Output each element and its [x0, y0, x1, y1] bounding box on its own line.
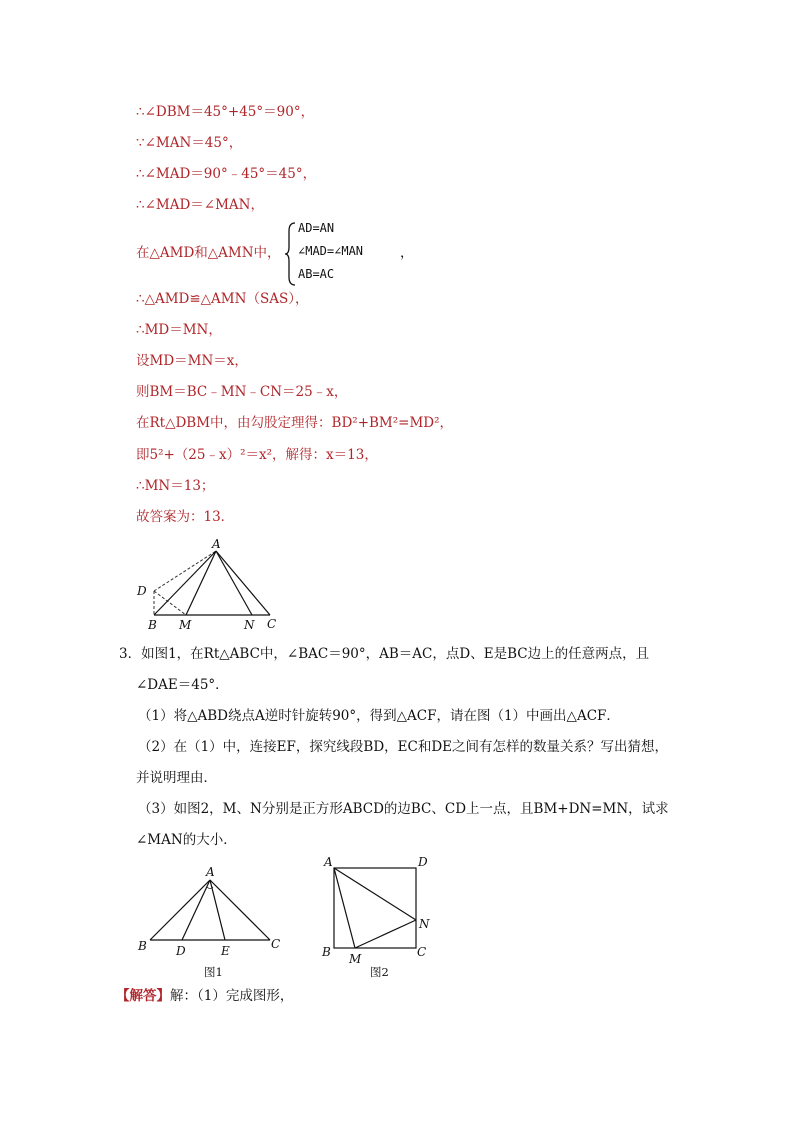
q3-part-1: （1）将△ABD绕点A逆时针旋转90°，得到△ACF，请在图（1）中画出△ACF． — [138, 708, 620, 724]
fig1-label-e: E — [221, 944, 230, 958]
fig-a-label-m: M — [179, 618, 192, 632]
answer-tag: 【解答】 — [116, 988, 170, 1004]
fig2-label-d: D — [418, 855, 428, 869]
fig1-label-d: D — [176, 944, 186, 958]
solution-line-4: ∴∠MAD＝∠MAN， — [136, 197, 264, 213]
solution-line-5: ∴△AMD≌△AMN（SAS）， — [136, 291, 309, 307]
fig2-label-n: N — [419, 917, 430, 931]
fig-a-label-a: A — [212, 537, 221, 551]
q3-line-1: 3．如图1，在Rt△ABC中，∠BAC＝90°，AB＝AC，点D、E是BC边上的任意两点，且 — [119, 646, 650, 662]
triangle-line-suffix: ， — [400, 245, 414, 261]
pythag-line — [136, 414, 453, 432]
solution-line-8: 则BM＝BC﹣MN﹣CN＝25﹣x， — [136, 384, 348, 400]
solution-line-2: ∵∠MAN＝45°， — [136, 135, 243, 151]
result-line: ∴MN＝13； — [136, 478, 215, 494]
answer-text: 解：（1）完成图形， — [170, 988, 294, 1004]
system-line-3: AB=AC — [298, 267, 335, 281]
fig1-caption: 图1 — [204, 965, 223, 979]
system-line-1: AD=AN — [298, 221, 335, 235]
fig2-label-c: C — [417, 945, 427, 959]
fig1-label-a: A — [206, 865, 215, 879]
fig2-label-a: A — [324, 855, 333, 869]
fig2-caption: 图2 — [370, 965, 389, 979]
q3-line-2: ∠DAE＝45°． — [136, 677, 229, 693]
pythag-prefix: 在Rt△DBM中，由勾股定理得： — [136, 415, 332, 431]
q3-part-2a: （2）在（1）中，连接EF，探究线段BD，EC和DE之间有怎样的数量关系？写出猜想， — [138, 739, 669, 755]
figure-2 — [318, 852, 438, 985]
fig2-label-m: M — [349, 952, 362, 966]
q3-part-3a: （3）如图2，M、N分别是正方形ABCD的边BC、CD上一点，且BM+DN=MN，试求 — [138, 801, 669, 817]
answer-line-final — [116, 987, 293, 1005]
solution-line-7: 设MD＝MN＝x， — [136, 353, 248, 369]
left-brace-icon — [284, 221, 298, 287]
solution-line-1: ∴∠DBM＝45°+45°＝90°， — [136, 104, 315, 120]
figure-a — [130, 535, 290, 635]
fig-a-label-d: D — [137, 584, 147, 598]
q3-part-2b: 并说明理由． — [136, 770, 217, 786]
triangle-line-prefix: 在△AMD和△AMN中， — [136, 245, 281, 261]
fig-a-label-n: N — [244, 618, 255, 632]
figure-1 — [130, 860, 290, 985]
fig1-label-c: C — [271, 937, 281, 951]
solution-line-6: ∴MD＝MN， — [136, 322, 222, 338]
fig-a-label-c: C — [267, 617, 277, 631]
answer-line: 故答案为：13． — [136, 509, 235, 525]
system-line-2: ∠MAD=∠MAN — [298, 244, 364, 258]
fig-a-label-b: B — [148, 618, 157, 632]
solution-line-3: ∴∠MAD＝90°﹣45°＝45°， — [136, 166, 317, 182]
q3-part-3b: ∠MAN的大小． — [136, 832, 237, 848]
equation-line: 即5²+（25﹣x）²＝x²，解得：x＝13， — [136, 447, 378, 463]
pythag-formula: BD²+BM²=MD²， — [331, 415, 454, 431]
fig2-label-b: B — [322, 945, 331, 959]
fig1-label-b: B — [138, 939, 147, 953]
